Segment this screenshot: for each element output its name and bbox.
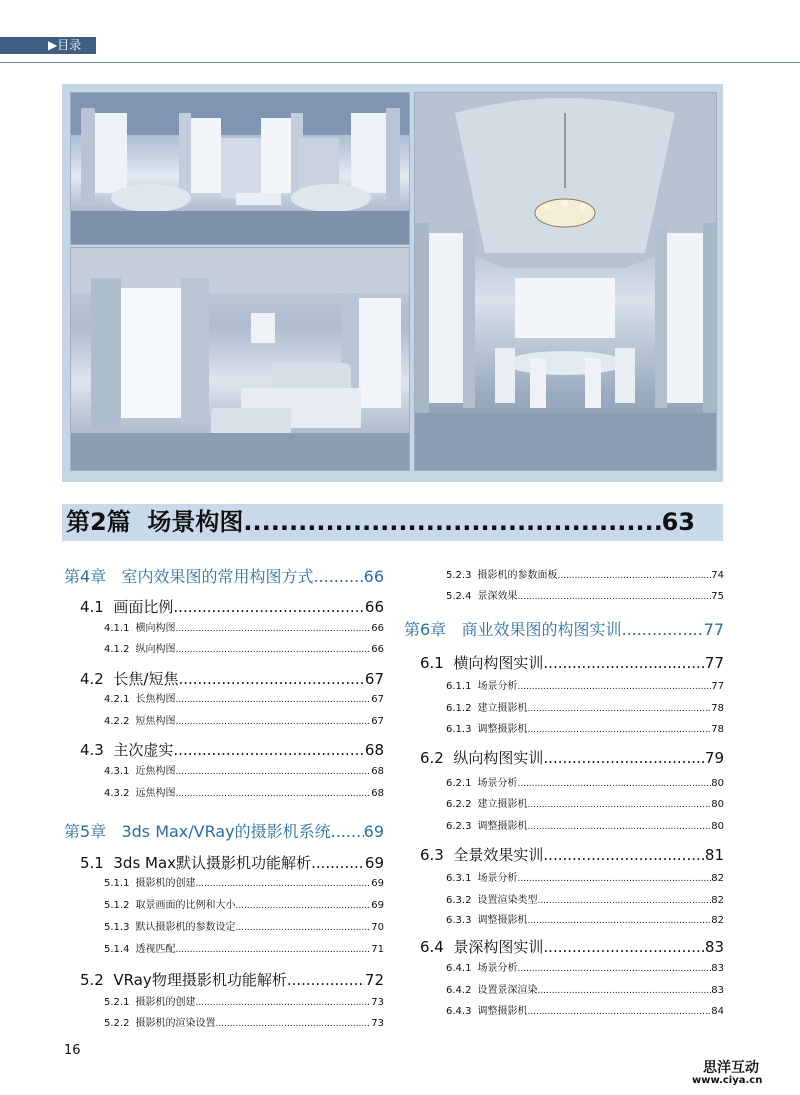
page-number: 16 xyxy=(64,1043,81,1058)
toc-sub-entry[interactable] xyxy=(446,872,724,886)
toc-entry-title: 第4章 室内效果图的常用构图方式 xyxy=(64,567,314,586)
toc-sub-entry[interactable] xyxy=(446,984,724,998)
toc-sub-entry[interactable] xyxy=(446,820,724,834)
toc-sub-entry[interactable] xyxy=(104,1017,384,1031)
toc-entry-number: 5.1.3 xyxy=(104,922,130,933)
toc-entry-title: 纵向构图 xyxy=(135,644,176,655)
watermark-title: 思洋互动 xyxy=(703,1060,759,1076)
toc-entry-title: 建立摄影机 xyxy=(477,799,528,810)
toc-entry-page: 82 xyxy=(711,915,724,926)
leader-dots xyxy=(621,619,703,641)
toc-entry-number: 4.3.1 xyxy=(104,766,130,777)
toc-sub-entry[interactable] xyxy=(446,914,724,928)
toc-sub-entry[interactable] xyxy=(104,643,384,657)
toc-entry-page: 66 xyxy=(371,623,384,634)
toc-entry-page: 82 xyxy=(711,895,724,906)
leader-dots xyxy=(543,845,705,865)
toc-entry-title: 摄影机的参数面板 xyxy=(477,570,558,581)
toc-entry-page: 69 xyxy=(363,822,384,841)
leader-dots xyxy=(517,680,711,694)
leader-dots xyxy=(235,921,371,935)
leader-dots xyxy=(527,1005,711,1019)
toc-entry-page: 73 xyxy=(371,1018,384,1029)
toc-entry-page: 77 xyxy=(703,620,724,639)
toc-entry-number: 6.4.3 xyxy=(446,1006,472,1017)
toc-entry-title: 远焦构图 xyxy=(135,788,176,799)
leader-dots xyxy=(175,622,371,636)
leader-dots xyxy=(175,787,371,801)
toc-entry-page: 68 xyxy=(371,766,384,777)
toc-entry-page: 70 xyxy=(371,922,384,933)
toc-entry-title: 4.1 画面比例 xyxy=(80,598,174,616)
toc-entry-page: 74 xyxy=(711,570,724,581)
toc-entry-page: 83 xyxy=(704,938,724,956)
leader-dots xyxy=(527,723,711,737)
toc-entry-title: 调整摄影机 xyxy=(477,1006,528,1017)
leader-dots xyxy=(195,877,371,891)
leader-dots xyxy=(287,970,365,990)
toc-sub-entry[interactable] xyxy=(104,765,384,779)
toc-entry-page: 80 xyxy=(711,821,724,832)
toc-entry-title: 6.2 纵向构图实训 xyxy=(420,749,544,767)
toc-entry-page: 77 xyxy=(711,681,724,692)
toc-entry-title: 长焦构图 xyxy=(135,694,176,705)
toc-entry-number: 6.1.2 xyxy=(446,703,472,714)
toc-section-entry[interactable] xyxy=(80,970,384,990)
toc-entry-page: 72 xyxy=(364,971,384,989)
toc-entry-page: 69 xyxy=(371,900,384,911)
toc-chapter-entry[interactable] xyxy=(64,566,384,588)
toc-entry-title: 场景分析 xyxy=(477,873,518,884)
toc-entry-title: 短焦构图 xyxy=(135,716,176,727)
leader-dots xyxy=(517,962,711,976)
toc-entry-title: 调整摄影机 xyxy=(477,821,528,832)
toc-entry-title: 调整摄影机 xyxy=(477,724,528,735)
toc-entry-page: 69 xyxy=(371,878,384,889)
toc-section-entry[interactable] xyxy=(80,853,384,873)
toc-entry-number: 4.3.2 xyxy=(104,788,130,799)
toc-sub-entry[interactable] xyxy=(104,693,384,707)
leader-dots xyxy=(313,566,363,588)
toc-entry-page: 80 xyxy=(711,778,724,789)
toc-entry-number: 5.2.4 xyxy=(446,591,472,602)
part-heading[interactable] xyxy=(62,504,723,541)
toc-sub-entry[interactable] xyxy=(104,899,384,913)
toc-entry-number: 6.2.2 xyxy=(446,799,472,810)
toc-sub-entry[interactable] xyxy=(104,921,384,935)
toc-entry-title: 调整摄影机 xyxy=(477,915,528,926)
toc-entry-title: 场景分析 xyxy=(477,681,518,692)
toc-entry-number: 5.1.4 xyxy=(104,944,130,955)
toc-sub-entry[interactable] xyxy=(104,996,384,1010)
toc-entry-number: 6.2.3 xyxy=(446,821,472,832)
toc-sub-entry[interactable] xyxy=(446,569,724,583)
toc-entry-number: 6.3.1 xyxy=(446,873,472,884)
toc-entry-title: 6.3 全景效果实训 xyxy=(420,846,544,864)
toc-entry-page: 67 xyxy=(371,694,384,705)
toc-entry-number: 5.1.1 xyxy=(104,878,130,889)
leader-dots xyxy=(311,853,365,873)
toc-section-entry[interactable] xyxy=(420,748,724,768)
leader-dots xyxy=(175,943,371,957)
toc-entry-number: 6.1.3 xyxy=(446,724,472,735)
toc-entry-title: 6.4 景深构图实训 xyxy=(420,938,544,956)
header-rule xyxy=(0,62,800,63)
toc-entry-number: 6.4.1 xyxy=(446,963,472,974)
toc-section-entry[interactable] xyxy=(420,653,724,673)
toc-entry-title: 景深效果 xyxy=(477,591,518,602)
leader-dots xyxy=(543,937,705,957)
toc-entry-number: 4.1.1 xyxy=(104,623,130,634)
leader-dots xyxy=(543,748,705,768)
toc-entry-page: 79 xyxy=(704,749,724,767)
leader-dots xyxy=(517,872,711,886)
toc-entry-number: 6.3.3 xyxy=(446,915,472,926)
toc-section-entry[interactable] xyxy=(80,740,384,760)
toc-entry-title: 取景画面的比例和大小 xyxy=(135,900,236,911)
toc-entry-number: 6.3.2 xyxy=(446,895,472,906)
leader-dots xyxy=(173,597,365,617)
toc-entry-title: 摄影机的创建 xyxy=(135,878,196,889)
leader-dots xyxy=(517,590,711,604)
leader-dots xyxy=(175,643,371,657)
toc-entry-title: 横向构图 xyxy=(135,623,176,634)
toc-entry-page: 71 xyxy=(371,944,384,955)
toc-entry-page: 73 xyxy=(371,997,384,1008)
toc-entry-page: 78 xyxy=(711,703,724,714)
leader-dots xyxy=(543,653,705,673)
toc-entry-page: 83 xyxy=(711,985,724,996)
leader-dots xyxy=(173,740,365,760)
toc-section-entry[interactable] xyxy=(80,597,384,617)
toc-entry-page: 66 xyxy=(363,567,384,586)
leader-dots xyxy=(527,702,711,716)
toc-entry-title: 摄影机的渲染设置 xyxy=(135,1018,216,1029)
toc-section-entry[interactable] xyxy=(420,937,724,957)
toc-entry-page: 66 xyxy=(371,644,384,655)
leader-dots xyxy=(557,569,711,583)
toc-entry-page: 67 xyxy=(364,670,384,688)
toc-entry-title: 4.3 主次虚实 xyxy=(80,741,174,759)
toc-entry-number: 5.2.1 xyxy=(104,997,130,1008)
bedroom-render-image xyxy=(70,247,410,471)
toc-sub-entry[interactable] xyxy=(104,877,384,891)
leader-dots xyxy=(235,899,371,913)
watermark-url: www.ciya.cn xyxy=(692,1075,763,1086)
leader-dots xyxy=(527,820,711,834)
leader-dots xyxy=(175,715,371,729)
toc-sub-entry[interactable] xyxy=(446,894,724,908)
toc-entry-number: 4.2.2 xyxy=(104,716,130,727)
toc-entry-page: 81 xyxy=(704,846,724,864)
toc-entry-page: 68 xyxy=(371,788,384,799)
toc-entry-number: 6.4.2 xyxy=(446,985,472,996)
toc-entry-number: 5.1.2 xyxy=(104,900,130,911)
toc-sub-entry[interactable] xyxy=(446,1005,724,1019)
toc-sub-entry[interactable] xyxy=(446,723,724,737)
leader-dots xyxy=(537,894,711,908)
toc-entry-page: 75 xyxy=(711,591,724,602)
leader-dots xyxy=(331,821,364,843)
toc-entry-title: 6.1 横向构图实训 xyxy=(420,654,544,672)
leader-dots xyxy=(243,504,661,541)
toc-sub-entry[interactable] xyxy=(104,715,384,729)
toc-entry-title: 第5章 3ds Max/VRay的摄影机系统 xyxy=(64,822,331,841)
toc-entry-page: 84 xyxy=(711,1006,724,1017)
toc-entry-title: 近焦构图 xyxy=(135,766,176,777)
toc-entry-page: 77 xyxy=(704,654,724,672)
toc-entry-title: 第6章 商业效果图的构图实训 xyxy=(404,620,622,639)
dining-room-render-image xyxy=(414,92,717,471)
toc-sub-entry[interactable] xyxy=(446,680,724,694)
toc-entry-title: 5.2 VRay物理摄影机功能解析 xyxy=(80,971,287,989)
toc-entry-page: 67 xyxy=(371,716,384,727)
toc-sub-entry[interactable] xyxy=(446,777,724,791)
toc-sub-entry[interactable] xyxy=(104,943,384,957)
toc-sub-entry[interactable] xyxy=(104,622,384,636)
toc-entry-number: 6.2.1 xyxy=(446,778,472,789)
toc-entry-title: 设置景深渲染 xyxy=(477,985,538,996)
toc-entry-page: 68 xyxy=(364,741,384,759)
toc-entry-title: 4.2 长焦/短焦 xyxy=(80,670,179,688)
panorama-render-image xyxy=(70,92,410,245)
toc-entry-number: 4.1.2 xyxy=(104,644,130,655)
leader-dots xyxy=(178,669,364,689)
toc-sub-entry[interactable] xyxy=(104,787,384,801)
toc-entry-page: 78 xyxy=(711,724,724,735)
toc-tab: ▶目录 xyxy=(0,37,96,54)
toc-entry-title: 摄影机的创建 xyxy=(135,997,196,1008)
toc-entry-title: 设置渲染类型 xyxy=(477,895,538,906)
toc-section-entry[interactable] xyxy=(80,669,384,689)
leader-dots xyxy=(537,984,711,998)
toc-entry-number: 6.1.1 xyxy=(446,681,472,692)
toc-entry-page: 82 xyxy=(711,873,724,884)
part-page-number: 63 xyxy=(661,508,695,536)
toc-sub-entry[interactable] xyxy=(446,962,724,976)
leader-dots xyxy=(175,765,371,779)
leader-dots xyxy=(175,693,371,707)
part-title: 第2篇 场景构图 xyxy=(66,508,244,536)
toc-entry-page: 83 xyxy=(711,963,724,974)
toc-entry-title: 默认摄影机的参数设定 xyxy=(135,922,236,933)
leader-dots xyxy=(517,777,711,791)
toc-entry-title: 场景分析 xyxy=(477,778,518,789)
toc-entry-number: 5.2.3 xyxy=(446,570,472,581)
toc-sub-entry[interactable] xyxy=(446,798,724,812)
leader-dots xyxy=(527,914,711,928)
toc-entry-page: 80 xyxy=(711,799,724,810)
toc-sub-entry[interactable] xyxy=(446,590,724,604)
toc-chapter-entry[interactable] xyxy=(404,619,724,641)
toc-entry-page: 69 xyxy=(364,854,384,872)
leader-dots xyxy=(195,996,371,1010)
toc-entry-number: 4.2.1 xyxy=(104,694,130,705)
toc-section-entry[interactable] xyxy=(420,845,724,865)
toc-entry-title: 透视匹配 xyxy=(135,944,176,955)
leader-dots xyxy=(215,1017,371,1031)
toc-chapter-entry[interactable] xyxy=(64,821,384,843)
toc-entry-page: 66 xyxy=(364,598,384,616)
toc-entry-title: 建立摄影机 xyxy=(477,703,528,714)
toc-entry-title: 场景分析 xyxy=(477,963,518,974)
leader-dots xyxy=(527,798,711,812)
toc-entry-title: 5.1 3ds Max默认摄影机功能解析 xyxy=(80,854,312,872)
toc-entry-number: 5.2.2 xyxy=(104,1018,130,1029)
toc-sub-entry[interactable] xyxy=(446,702,724,716)
